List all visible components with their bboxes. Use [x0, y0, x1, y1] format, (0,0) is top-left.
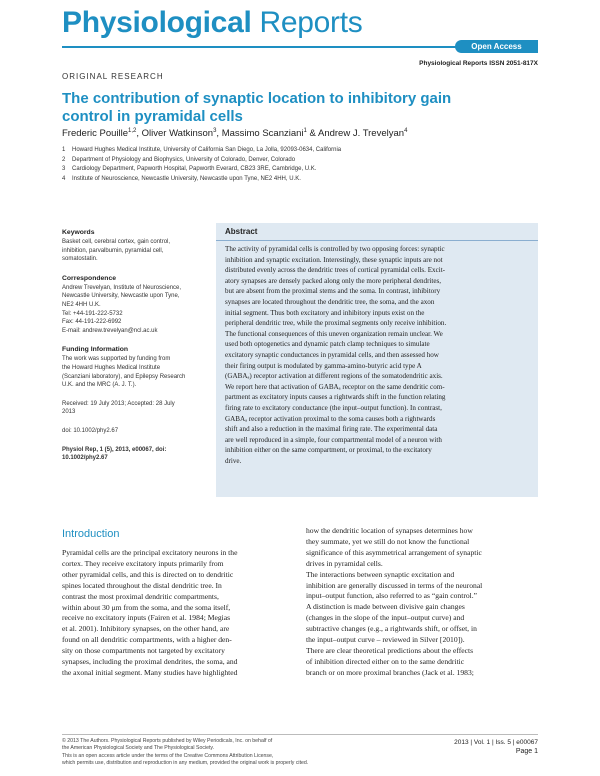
correspondence-line: E-mail: andrew.trevelyan@ncl.ac.uk — [62, 327, 158, 334]
funding-line: (Scanziani laboratory), and Epilepsy Research — [62, 373, 186, 380]
journal-title-light: Reports — [251, 6, 363, 39]
author-list — [62, 128, 407, 139]
body-line: (changes in the slope of the input–output curve) and — [306, 613, 465, 623]
issn: Physiological Reports ISSN 2051-817X — [419, 60, 538, 67]
body-line: sity on those compartments not targeted by excitatory — [62, 646, 225, 656]
correspondence-line: NE2 4HH U.K. — [62, 301, 101, 308]
abstract-line: The activity of pyramidal cells is controlled by two opposing forces: synaptic — [225, 245, 445, 253]
correspondence-heading: Correspondence — [62, 274, 117, 282]
abstract-line: initial segment. Thus both excitatory and inhibitory inputs exist on the — [225, 308, 425, 317]
author-affiliation-mark: 1,2 — [128, 128, 137, 134]
body-line: contrast the most proximal dendritic compartments, — [62, 591, 219, 601]
funding-line: the Howard Hughes Medical Institute — [62, 364, 161, 371]
license-notice — [62, 738, 422, 768]
license-line: © 2013 The Authors. Physiological Reports published by Wiley Periodicals, Inc. on behalf of — [62, 738, 273, 744]
article-title: The contribution of synaptic location to inhibitory gain control in pyramidal cells — [62, 90, 452, 125]
body-line: the input–output curve – reviewed in Silver [2010]). — [306, 635, 465, 645]
abstract-line: are well reproduced in a simple, four compartmental model of a neuron with — [225, 435, 442, 444]
abstract-line: their firing output is modulated by gamma-amino-butyric acid type A — [225, 361, 422, 370]
funding-line: The work was supported by funding from — [62, 356, 171, 363]
affiliation-item — [62, 146, 502, 156]
correspondence-line: Fax: 44-191-222-6992 — [62, 319, 122, 326]
affiliation-text: Howard Hughes Medical Institute, University of California San Diego, La Jolla, 92093-0634, California — [72, 147, 342, 153]
body-line: et al. 2001). Inhibitory synapses, on the other hand, are — [62, 624, 230, 634]
body-line: input–output function, also referred to as “gain control.” — [306, 591, 478, 601]
affiliation-number: 1 — [62, 147, 66, 153]
body-line: branch or on more proximal branches (Jack et al. 1983; — [306, 667, 474, 677]
license-line: which permits use, distribution and reproduction in any medium, provided the original work is properly cited. — [62, 760, 309, 767]
abstract-line: excitatory synaptic conductances in pyramidal cells, and then assessed how — [225, 350, 439, 359]
article-sidebar — [62, 228, 208, 463]
body-line: subtractive changes (e.g., a rightwards shift, or offset, in — [306, 624, 477, 634]
author-affiliation-mark: 4 — [404, 128, 408, 134]
affiliation-text: Department of Physiology and Biophysics, University of Colorado, Denver, Colorado — [72, 156, 296, 163]
keywords-line: somatostatin. — [62, 256, 98, 263]
page-info — [454, 738, 538, 756]
abstract-line: distributed evenly across the dendritic trees of cortical pyramidal cells. Excit- — [225, 266, 446, 275]
page-number: Page 1 — [515, 748, 538, 755]
issue-info: 2013 | Vol. 1 | Iss. 5 | e00067 — [454, 739, 538, 746]
body-line: synapses, including the proximal dendrites, the soma, and — [62, 657, 238, 667]
body-line: significance of this asymmetrical arrangement of synaptic — [306, 547, 482, 557]
license-line: This is an open access article under the terms of the Creative Commons Attribution License, — [62, 752, 274, 759]
affiliation-number: 3 — [62, 166, 66, 172]
abstract-line: inhibition and synaptic excitation. Interestingly, these synaptic inputs are not — [225, 255, 443, 264]
body-line: spines located throughout the distal dendritic tree. In — [62, 580, 222, 590]
body-line: inhibition are generally discussed in terms of the neuronal — [306, 580, 483, 590]
footer-rule — [62, 734, 538, 735]
citation-line: Physiol Rep, 1 (5), 2013, e00067, doi: — [62, 446, 167, 453]
citation-line: 10.1002/phy2.67 — [62, 455, 108, 462]
article-type: ORIGINAL RESEARCH — [62, 72, 164, 81]
affiliation-number: 2 — [62, 156, 66, 163]
author-name: Andrew J. Trevelyan — [317, 128, 405, 140]
introduction-heading: Introduction — [62, 528, 120, 540]
body-line: within about 30 μm from the soma, and the soma itself, — [62, 602, 231, 612]
body-line: The interactions between synaptic excitation and — [306, 569, 455, 579]
abstract-line: We report here that activation of GABAₐ receptor on the same dendritic com- — [225, 382, 445, 391]
journal-title — [62, 6, 362, 40]
abstract-line: The functional consequences of this uneven organization remain unclear. We — [225, 329, 443, 338]
doi: doi: 10.1002/phy2.67 — [62, 427, 119, 434]
body-line: cortex. They receive excitatory inputs primarily from — [62, 558, 224, 568]
affiliation-list — [62, 146, 502, 184]
abstract-line: synapses are located throughout the dendritic tree, the soma, and the axon — [225, 297, 435, 306]
body-line: Pyramidal cells are the principal excitatory neurons in the — [62, 548, 238, 557]
affiliation-text: Cardiology Department, Papworth Hospital, Papworth Everard, CB23 3RE, Cambridge, U.K. — [72, 166, 317, 172]
author-separator: , — [136, 128, 142, 140]
correspondence-line: Andrew Trevelyan, Institute of Neuroscience, — [62, 284, 182, 291]
affiliation-item — [62, 165, 502, 175]
abstract-line: drive. — [225, 456, 242, 465]
author-name: Oliver Watkinson — [141, 128, 214, 140]
body-line: drives in pyramidal cells. — [306, 558, 383, 568]
affiliation-number: 4 — [62, 175, 66, 182]
body-line: found on all dendritic compartments, with a higher den- — [62, 635, 232, 645]
author-affiliation-mark: 3 — [213, 128, 217, 134]
correspondence-line: Tel: +44-191-222-5732 — [62, 310, 123, 317]
journal-title-bold: Physiological — [62, 6, 252, 39]
keywords-heading: Keywords — [62, 229, 95, 236]
body-line: A distinction is made between divisive gain changes — [306, 602, 465, 612]
body-line: the axonal initial segment. Many studies have highlighted — [62, 667, 238, 677]
body-line: There are clear theoretical predictions about the effects — [306, 645, 474, 655]
keywords-line: Basket cell, cerebral cortex, gain control, — [62, 239, 171, 245]
author-separator: & — [306, 128, 318, 140]
abstract-line: GABAₐ receptor activation proximal to the soma causes both a rightwards — [225, 414, 436, 423]
body-line: how the dendritic location of synapses determines how — [306, 526, 473, 535]
abstract-line: peripheral dendritic tree, while the proximal segments only receive inhibition. — [225, 319, 447, 328]
author-name: Massimo Scanziani — [221, 128, 304, 140]
received-date-line: 2013 — [62, 409, 76, 416]
body-column-left — [62, 548, 290, 679]
license-line: the American Physiological Society and The Physiological Society. — [62, 745, 215, 752]
abstract-line: firing rate to excitatory conductance (the input–output function). In contrast, — [225, 403, 442, 412]
abstract-text — [225, 244, 532, 466]
abstract-line: inhibition either on the same compartment, or proximal, to the excitatory — [225, 446, 432, 455]
abstract-line: but are absent from the proximal stems and the soma. In contrast, inhibitory — [225, 287, 441, 296]
keywords-line: inhibition, parvalbumin, pyramidal cell, — [62, 247, 164, 254]
author-name: Frederic Pouille — [62, 128, 128, 140]
funding-line: U.K. and the MRC (A. J. T.). — [62, 382, 137, 389]
abstract-line: atory synapses are densely packed along only the more peripheral dendrites, — [225, 276, 442, 285]
body-line: of inhibition directed either on to the same dendritic — [306, 656, 465, 666]
open-access-badge: Open Access — [455, 40, 538, 53]
received-date-line: Received: 19 July 2013; Accepted: 28 July — [62, 400, 175, 407]
abstract-line: partment as excitatory inputs causes a rightwards shift in the function relating — [225, 393, 446, 402]
abstract-rule — [216, 240, 538, 241]
body-line: receive no excitatory inputs (Fairen et al. 1984; Megias — [62, 613, 231, 623]
author-affiliation-mark: 1 — [303, 128, 307, 134]
abstract-line: (GABAₐ) receptor activation at different regions of the somatodendritic axis. — [225, 372, 443, 381]
funding-heading: Funding Information — [62, 346, 129, 354]
author-separator: , — [216, 128, 222, 140]
body-line: other pyramidal cells, and this is directed on to dendritic — [62, 569, 234, 579]
abstract-heading: Abstract — [225, 227, 258, 236]
affiliation-item — [62, 175, 502, 185]
abstract-line: used both optogenetics and dynamic patch clamp techniques to simulate — [225, 340, 430, 349]
abstract-box — [216, 223, 538, 497]
affiliation-text: Institute of Neuroscience, Newcastle University, Newcastle upon Tyne, NE2 4HH, U.K. — [72, 175, 301, 182]
correspondence-line: Newcastle University, Newcastle upon Tyne, — [62, 293, 180, 300]
body-column-right — [306, 526, 534, 679]
body-line: they summate, yet we still do not know the functional — [306, 536, 470, 546]
abstract-line: shift and also a reduction in the maximal firing rate. The experimental data — [225, 425, 438, 434]
affiliation-item — [62, 156, 502, 166]
